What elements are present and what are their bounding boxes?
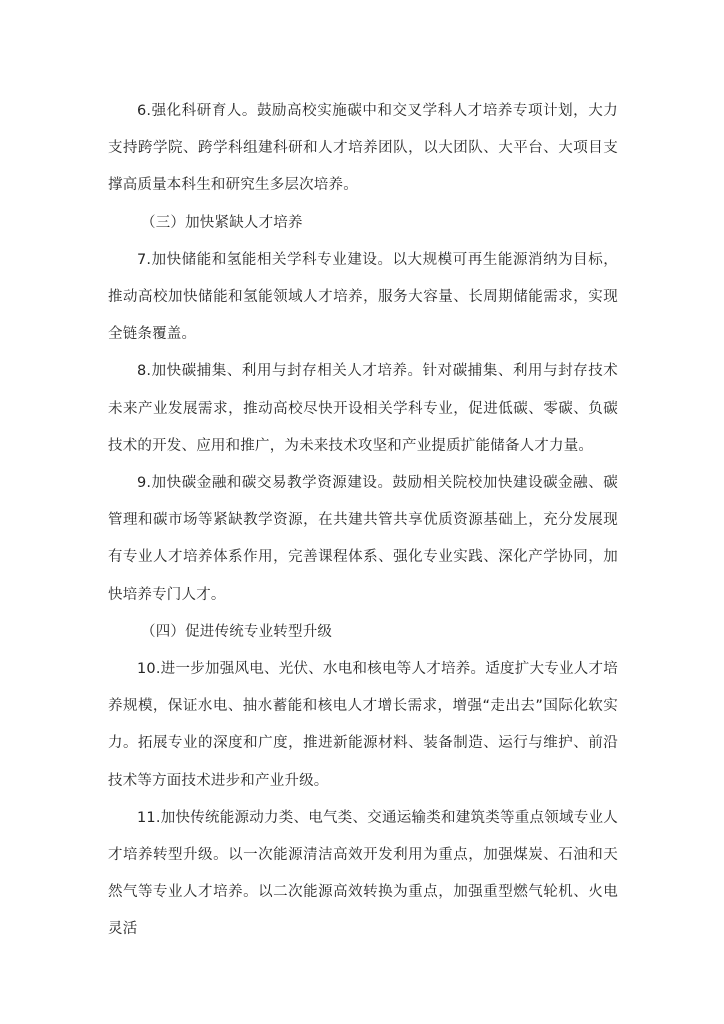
paragraph-8: 8.加快碳捕集、利用与封存相关人才培养。针对碳捕集、利用与封存技术未来产业发展需求，推动高校尽快开设相关学科专业，促进低碳、零碳、负碳技术的开发、应用和推广，为未来技术攻坚和产业提质扩能储备人才力量。 (108, 363, 618, 454)
section-heading-4: （四）促进传统专业转型升级 (141, 623, 333, 640)
paragraph-7: 7.加快储能和氢能相关学科专业建设。以大规模可再生能源消纳为目标，推动高校加快储能和氢能领域人才培养，服务大容量、长周期储能需求，实现全链条覆盖。 (108, 251, 618, 343)
paragraph-11: 11.加快传统能源动力类、电气类、交通运输类和建筑类等重点领域专业人才培养转型升级。以一次能源清洁高效开发利用为重点，加强煤炭、石油和天然气等专业人才培养。以二次能源高效转换为重点，加强重型燃气轮机、火电灵活 (108, 809, 618, 938)
document-body (108, 93, 618, 949)
paragraph-10: 10.进一步加强风电、光伏、水电和核电等人才培养。适度扩大专业人才培养规模，保证水电、抽水蓄能和核电人才增长需求，增强“走出去”国际化软实力。拓展专业的深度和广度，推进新能源材料、装备制造、运行与维护、前沿技术等方面技术进步和产业升级。 (108, 661, 618, 789)
paragraph-6: 6.强化科研育人。鼓励高校实施碳中和交叉学科人才培养专项计划，大力支持跨学院、跨学科组建科研和人才培养团队，以大团队、大平台、大项目支撑高质量本科生和研究生多层次培养。 (108, 103, 618, 194)
section-heading-3: （三）加快紧缺人才培养 (141, 214, 303, 231)
paragraph-9: 9.加快碳金融和碳交易教学资源建设。鼓励相关院校加快建设碳金融、碳管理和碳市场等紧缺教学资源，在共建共管共享优质资源基础上，充分发展现有专业人才培养体系作用，完善课程体系、强化专业实践、深化产学协同，加快培养专门人才。 (108, 475, 618, 603)
